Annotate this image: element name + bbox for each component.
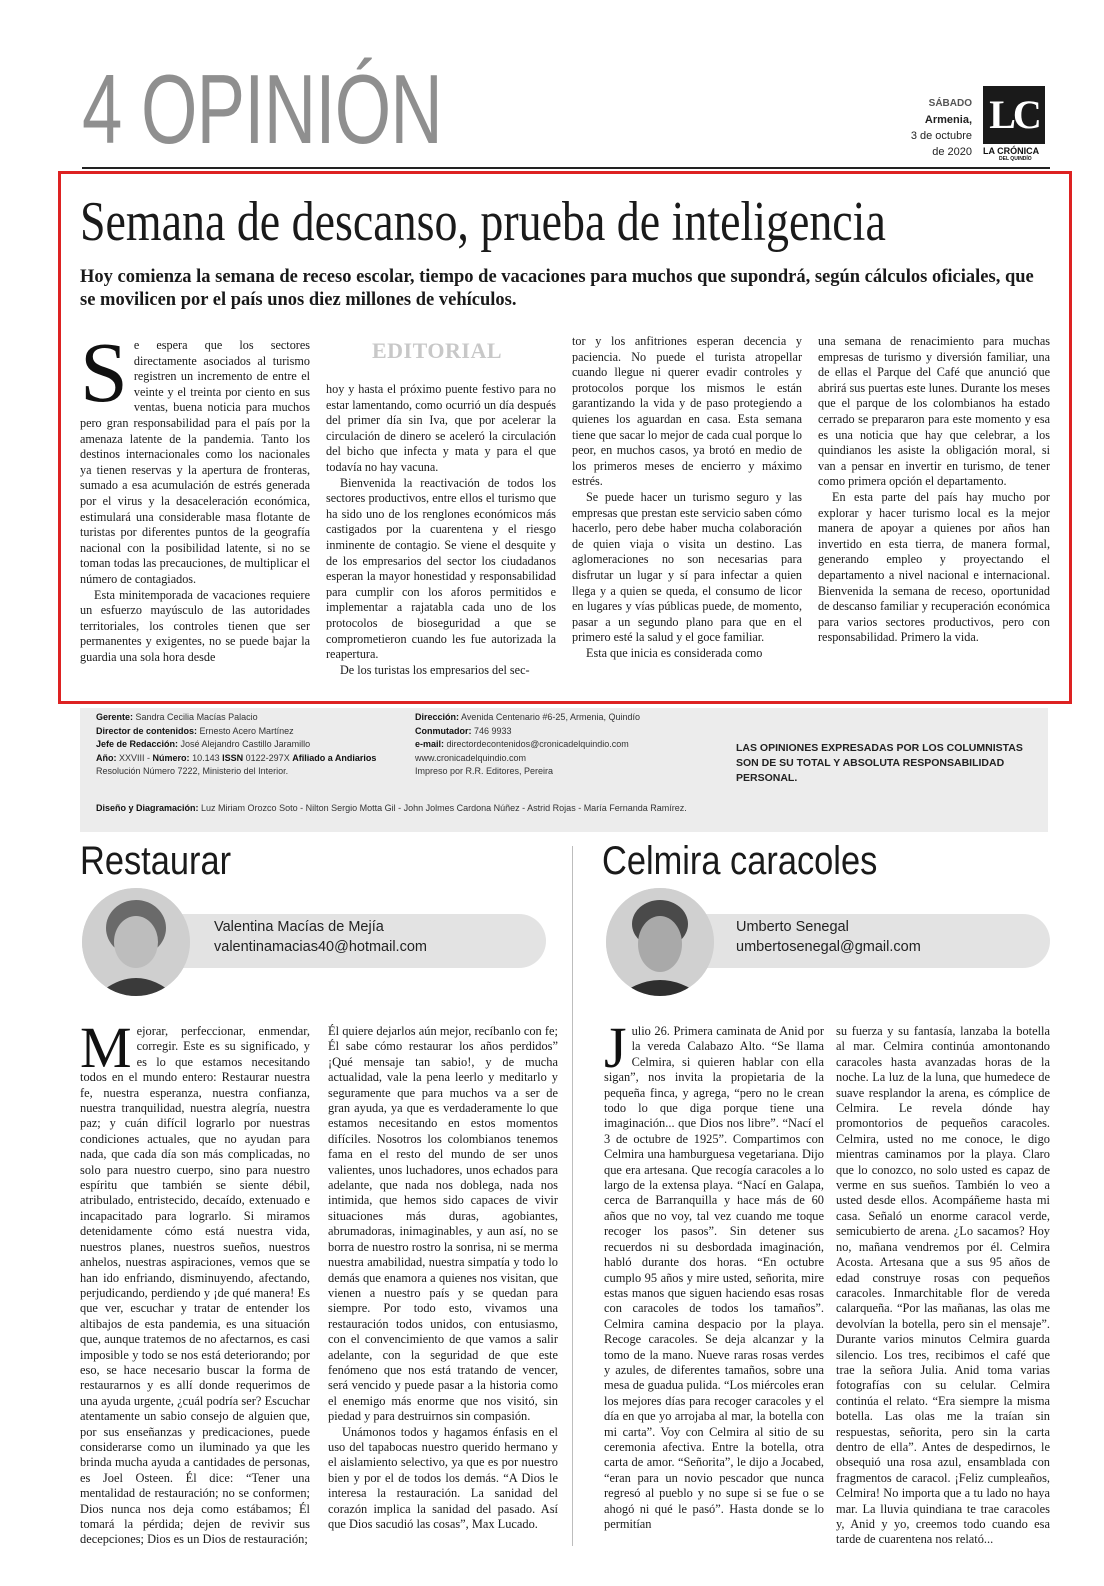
- column-title-celmira: Celmira caracoles: [602, 839, 878, 883]
- author-avatar: [82, 888, 190, 996]
- editorial-column-3: [572, 334, 802, 661]
- masthead-line: Año: XXVIII - Número: 10.143 ISSN 0122-297X Afiliado a Andiarios: [96, 752, 377, 763]
- logo-name: LA CRÓNICA: [983, 146, 1040, 156]
- author-avatar: [606, 888, 714, 996]
- masthead-line: Dirección: Avenida Centenario #6-25, Armenia, Quindío: [415, 712, 640, 722]
- masthead-line: Impreso por R.R. Editores, Pereira: [415, 766, 554, 777]
- paragraph: En esta parte del país hay mucho por explorar y hacer turismo local es la mejor manera de apoyar a quienes por años han invertido en esta tierra, de manera formal, generando empleo y proyectando el departamento a nivel nacional e internacional. Bienvenida la semana de receso, oportunidad de descanso familiar y recuperación económica para varios sectores productivos, pero con responsabilidad. Primero la vida.: [818, 489, 1050, 645]
- header-rule: [82, 167, 1050, 169]
- section-title: 4 OPINIÓN: [82, 54, 443, 164]
- paragraph: Esta que inicia es considerada como: [586, 645, 763, 660]
- paragraph: Esta minitemporada de vacaciones requiere un esfuerzo mayúsculo de las autoridades territoriales, los controles tienen que ser permanentes y exigentes, no se puede bajar la guardia una sola hora desde: [80, 587, 310, 664]
- logo-mark: LC: [983, 86, 1045, 144]
- dropcap: J: [604, 1015, 627, 1080]
- paragraph: Él quiere dejarlos aún mejor, recíbanlo con fe; Él sabe cómo restaurar los años perdidos” ¡Qué mensaje tan sabio!, y de mucha actualidad, vale la pena leerlo y meditarlo y seguramente que para muchos va a ser de gran ayuda, ya que es verdaderamente lo que estamos necesitando en estos momentos difíciles. Nosotros los colombianos tenemos fama en el resto del mundo de ser unos valientes, unos luchadores, unos echados para adelante, que nada nos doblega, nada nos intimida, que hemos sido capaces de vivir situaciones más duras, agobiantes, abrumadoras, inimaginables, y aun así, no se borra de nuestro rostro la sonrisa, ni se merma nuestra amabilidad, nuestra simpatía y todo lo demás que enamora a quienes nos visitan, que vienen a nuestro país y se quedan para siempre. Por todo esto, vivamos una restauración todos unidos, con entusiasmo, con el convencimiento de que vamos a salir adelante, con la seguridad de que este fenómeno que nos está tratando de vencer, será vencido y puede pasar a la historia como el enemigo más enorme que nos visitó, sin piedad y para destruirnos sin compasión.: [328, 1024, 558, 1424]
- author-email[interactable]: umbertosenegal@gmail.com: [736, 939, 921, 955]
- paragraph: hoy y hasta el próximo puente festivo para no estar lamentando, como ocurrió un día después del primer día sin Iva, que por acelerar la circulación de dinero se aceleró la circulación del bicho que infecta y mata y para el que todavía no hay vacuna.: [326, 382, 556, 474]
- dropcap: M: [80, 1015, 132, 1080]
- weekday: SÁBADO: [928, 98, 972, 109]
- restaurar-column-1: [80, 1015, 310, 1548]
- editorial-lead: Hoy comienza la semana de receso escolar, tiempo de vacaciones para muchos que supondrá, según cálculos oficiales, que se movilicen por el país unos diez millones de vehículos.: [80, 267, 1034, 310]
- celmira-column-2: [836, 1024, 1050, 1548]
- dateline: [880, 96, 972, 160]
- paragraph: e espera que los sectores directamente asociados al turismo registren un incremento de entre el veinte y el treinta por ciento en sus ventas, buena noticia para muchos pero gran responsabilidad para el país por la amenaza latente de la pandemia. Tanto los destinos internacionales como los nacionales ya tienen reservas y la apertura de fronteras, sumado a esa acumulación de estrés generada por el virus y la desaceleración económica, estimulará una considerable masa flotante de turistas por diferentes puntos de la geografía nacional con la posibilidad latente, si no se toman todas las precauciones, de multiplicar el número de contagiados.: [80, 338, 310, 586]
- column-divider: [572, 846, 573, 1546]
- editorial-column-4: [818, 334, 1050, 646]
- newspaper-logo: [983, 86, 1051, 162]
- paragraph: tor y los anfitriones esperan decencia y paciencia. No puede el turista atropellar cuando llegue ni querer evadir controles y protocolos porque los mismos le están garantizando la vida y de paso protegiendo a quienes los aguardan en casa. Esta semana tiene que sacar lo mejor de cada cual porque lo peor, en muchos casos, ya brotó en medio de los primeros meses de encierro y máximo estrés.: [572, 334, 802, 489]
- date-line-1: 3 de octubre: [910, 130, 972, 142]
- masthead-staff: [96, 711, 376, 779]
- masthead-contact: [415, 711, 640, 779]
- paragraph: Se puede hacer un turismo seguro y las empresas que prestan este servicio saben cómo hacerlo, pero debe haber mucha colaboración de quien viaja o visita un destino. Las aglomeraciones no son necesarias para disfrutar un lugar y sí para infectar a quien llega y a quien se queda, el consumo de licor en lugares y vías públicas puede, de momento, pasar a un segundo plano para que en el primero esté la salud y el goce familiar.: [572, 489, 802, 645]
- paragraph: su fuerza y su fantasía, lanzaba la botella al mar. Celmira continúa amontonando caracoles hasta avanzadas horas de la noche. La luz de la luna, que humedece de suave resplandor la arena, es cómplice de Celmira. Le revela dónde hay promontorios de pequeños caracoles. Celmira, usted no me conoce, le digo mientras caminamos por la playa. Claro que lo conozco, no solo usted es capaz de verme en sus sueños. También lo veo a usted desde ellos. Acompáñeme hasta mi casa. Señaló un enorme caracol verde, semicubierto de arena. ¿Lo sacamos? Hoy no, mañana vendremos por él. Celmira Acosta. Artesana que a sus 95 años de edad construye rosas con pequeños caracoles. Inmarchitable flor de vereda calarqueña. “Por las mañanas, las olas me devolvían la botella, pero sin el mensaje”. Durante varios minutos Celmira guarda silencio. Los tres, recibimos el café que trae la señora Julia. Anid toma varias fotografías con su celular. Celmira continúa el relato. “Era siempre la misma botella. Las olas me la traían sin respuestas, señorita, pero sin la carta dentro de ella”. Antes de despedirnos, le obsequió una rosa azul, ensamblada con fragmentos de caracol. ¡Feliz cumpleaños, Celmira! No importa que a tu lado no haya mar. La lluvia quindiana te trae caracoles y, Anid y yo, creemos todo cuando esa tarde de cuarentena nos relató...: [836, 1024, 1050, 1547]
- masthead-line: Resolución Número 7222, Ministerio del Interior.: [96, 766, 289, 777]
- editorial-tag: EDITORIAL: [372, 338, 503, 363]
- paragraph: una semana de renacimiento para muchas empresas de turismo y diversión familiar, una de ellas el Parque del Café que anunció que abrirá sus puertas este lunes. Durante los meses que el parque de los colombianos ha estado cerrado se prepararon para este momento y esa es una noticia que hay que celebrar, a los quindianos les asiste la obligación moral, si van a pensar en invertir en turismo, de tener como primera opción el departamento.: [818, 334, 1050, 489]
- paragraph: Unámonos todos y hagamos énfasis en el uso del tapabocas nuestro querido hermano y el aislamiento selectivo, ya que es por nuestro bien y por el de todos los demás. “A Dios le interesa la restauración. La sanidad del corazón implica la sanidad del pasado. Así que Dios sacudió las cosas”, Max Lucado.: [328, 1424, 558, 1531]
- masthead-line: Director de contenidos: Ernesto Acero Martínez: [96, 725, 294, 736]
- date-line-2: de 2020: [932, 146, 972, 158]
- masthead-line: e-mail: directordecontenidos@cronicadelquindio.com: [415, 739, 629, 750]
- masthead-line: Gerente: Sandra Cecilia Macías Palacio: [96, 712, 258, 722]
- paragraph: De los turistas los empresarios del sec-: [340, 662, 530, 677]
- celmira-column-1: [604, 1015, 824, 1532]
- city: Armenia,: [924, 114, 972, 126]
- paragraph: ulio 26. Primera caminata de Anid por la vereda Calabazo Alto. “Se llama Celmira, si quieren hablar con ella sigan”, nos invita la propietaria de la pequeña finca, y agrega, “pero no le crean todo lo que diga porque tiene una imaginación... que Dios nos libre”. “Nací el 3 de octubre de 1925”. Compartimos con Celmira una hamburguesa vegetariana. Dijo que era artesana. Que recogía caracoles a lo largo de la extensa playa. “Nací en Galapa, cerca de Barranquilla y hace más de 60 años que no voy, tal vez cuando me toque recoger los pasos”. Sin detener sus recuerdos ni su desbordada imaginación, habló durante dos horas. “En octubre cumplo 95 años y mire usted, señorita, mire estas manos que siguen haciendo esas rosas con caracoles de todos los tamaños”. Celmira camina despacio por la playa. Recoge caracoles. Se deja alcanzar y la tomo de la mano. Nueve raras rosas verdes y azules, de diferentes tamaños, sobre una mesa de guadua pulida. “Los miércoles eran los mejores días para recoger caracoles y el día en que yo arrojaba al mar, la botella con mi carta”. Voy con Celmira al sitio de su ceremonia afectiva. Entre la botella, otra carta de amor. “Señorita”, le dijo a Jocabed, “eran para un novio pescador que nunca regresó al pueblo y no supe si se fue o se ahogó ni qué le pasó”. Hasta donde se lo permitían: [604, 1024, 824, 1531]
- masthead-design-credits: Diseño y Diagramación: Luz Miriam Orozco Soto - Nilton Sergio Motta Gil - John Jolmes Cardona Núñez - Astrid Rojas - María Fernanda Ramírez.: [96, 803, 687, 813]
- restaurar-column-2: [328, 1024, 558, 1532]
- author-email[interactable]: valentinamacias40@hotmail.com: [214, 939, 427, 955]
- logo-subname: DEL QUINDÍO: [999, 156, 1032, 162]
- dropcap: S: [80, 324, 128, 420]
- masthead-line: www.cronicadelquindio.com: [415, 752, 527, 763]
- masthead-line: Conmutador: 746 9933: [415, 725, 512, 736]
- masthead-line: Jefe de Redacción: José Alejandro Castillo Jaramillo: [96, 739, 311, 750]
- author-name: Valentina Macías de Mejía: [214, 919, 384, 935]
- editorial-column-1: [80, 324, 310, 665]
- paragraph: Bienvenida la reactivación de todos los sectores productivos, entre ellos el turismo que ha sido uno de los renglones económicos más castigados por la cuarentena y el riesgo inminente de contagio. Se viene el desquite y de los empresarios del sector los ciudadanos esperan la mayor honestidad y responsabilidad para cumplir con los aforos permitidos e implementar a rajatabla cada uno de los protocolos de bioseguridad a que se comprometieron cuando les fue autorizada la reapertura.: [326, 475, 556, 662]
- editorial-column-2: [326, 382, 556, 678]
- column-title-restaurar: Restaurar: [80, 839, 232, 883]
- paragraph: ejorar, perfeccionar, enmendar, corregir. Este es su significado, y es lo que estamos necesitando todos en el mundo entero: Restaurar nuestra fe, nuestra esperanza, nuestra confianza, nuestra tranquilidad, nuestra alegría, nuestra paz; y cuán difícil lograrlo por nuestras condiciones actuales, que no ayudan para nada, que cada día son más complicadas, no solo para nuestro cuerpo, sino para nuestro espíritu que también se siente débil, atribulado, entristecido, decaído, extenuado e incapacitado para lograrlo. Si miramos detenidamente cómo está nuestra vida, nuestros planes, nuestros sueños, nuestros anhelos, nuestras aspiraciones, vemos que se han ido enfriando, disminuyendo, afectando, perjudicando, perdiendo y ¡de qué manera! Es que ver, escuchar y tratar de entender los altibajos de esta pandemia, es una situación que, aunque tratemos de no afectarnos, es casi imposible y todo se nos está deteriorando; por eso, se hace necesario buscar la forma de restaurarnos y es allí donde requerimos de una ayuda urgente, ¿cuál podría ser? Escuchar atentamente un sabio consejo de alguien que, por sus enseñanzas y predicaciones, puede considerarse como un iluminado ya que les brinda mucha ayuda a cantidades de personas, es Joel Osteen. Él dice: “Tener una mentalidad de restauración; no se conformen; Dios nunca nos deja como estábamos; Él tomará la pérdida; dejen de revivir sus decepciones; Dios es un Dios de restauración;: [80, 1024, 310, 1547]
- masthead-disclaimer: LAS OPINIONES EXPRESADAS POR LOS COLUMNISTAS SON DE SU TOTAL Y ABSOLUTA RESPONSABILIDAD PERSONAL.: [736, 742, 1023, 784]
- editorial-headline: Semana de descanso, prueba de inteligencia: [80, 191, 886, 253]
- author-name: Umberto Senegal: [736, 919, 849, 935]
